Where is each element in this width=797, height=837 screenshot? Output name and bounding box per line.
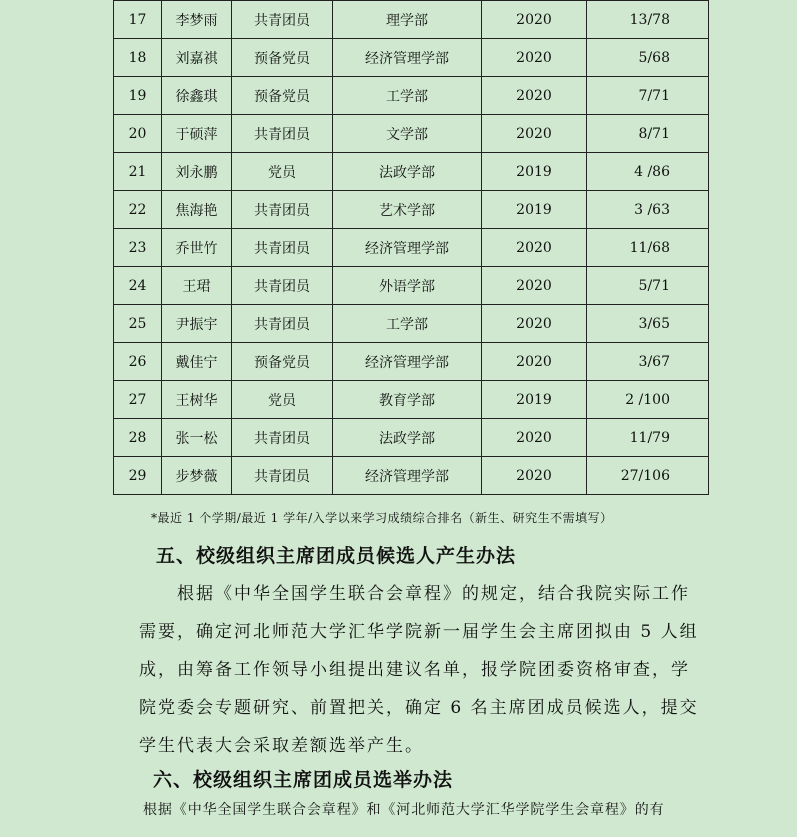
cell-name: 王树华 (162, 381, 232, 419)
cell-rank: 3 /63 (587, 191, 709, 229)
cell-department: 理学部 (333, 1, 482, 39)
section-5-line-5: 学生代表大会采取差额选举产生。 (139, 736, 424, 756)
cell-year: 2020 (482, 305, 587, 343)
cell-name: 刘嘉祺 (162, 39, 232, 77)
cell-rank: 5/68 (587, 39, 709, 77)
cell-political-status: 共青团员 (232, 419, 333, 457)
candidate-table (113, 0, 709, 495)
cell-rank: 11/79 (587, 419, 709, 457)
cell-index: 24 (114, 267, 162, 305)
cell-department: 工学部 (333, 305, 482, 343)
cell-department: 经济管理学部 (333, 229, 482, 267)
cell-index: 19 (114, 77, 162, 115)
table-row (114, 419, 709, 457)
cell-name: 戴佳宁 (162, 343, 232, 381)
cell-year: 2020 (482, 115, 587, 153)
cell-rank: 2 /100 (587, 381, 709, 419)
cell-rank: 3/67 (587, 343, 709, 381)
cell-name: 尹振宇 (162, 305, 232, 343)
cell-year: 2020 (482, 419, 587, 457)
cell-year: 2019 (482, 191, 587, 229)
cell-rank: 11/68 (587, 229, 709, 267)
cell-name: 刘永鹏 (162, 153, 232, 191)
table-row (114, 229, 709, 267)
section-5-heading: 五、校级组织主席团成员候选人产生办法 (156, 545, 517, 567)
cell-political-status: 共青团员 (232, 1, 333, 39)
cell-index: 20 (114, 115, 162, 153)
cell-index: 29 (114, 457, 162, 495)
cell-political-status: 共青团员 (232, 457, 333, 495)
cell-rank: 5/71 (587, 267, 709, 305)
cell-year: 2019 (482, 381, 587, 419)
cell-year: 2020 (482, 457, 587, 495)
cell-political-status: 共青团员 (232, 191, 333, 229)
candidate-table-body (114, 1, 709, 495)
cell-department: 法政学部 (333, 419, 482, 457)
cell-department: 经济管理学部 (333, 39, 482, 77)
cell-index: 22 (114, 191, 162, 229)
cell-department: 经济管理学部 (333, 343, 482, 381)
cell-department: 艺术学部 (333, 191, 482, 229)
table-row (114, 77, 709, 115)
table-row (114, 39, 709, 77)
cell-department: 外语学部 (333, 267, 482, 305)
cell-political-status: 共青团员 (232, 115, 333, 153)
cell-department: 文学部 (333, 115, 482, 153)
cell-year: 2020 (482, 267, 587, 305)
table-row (114, 305, 709, 343)
cell-rank: 8/71 (587, 115, 709, 153)
cell-name: 步梦薇 (162, 457, 232, 495)
cell-rank: 7/71 (587, 77, 709, 115)
cell-political-status: 党员 (232, 153, 333, 191)
cell-year: 2019 (482, 153, 587, 191)
cell-index: 25 (114, 305, 162, 343)
cell-year: 2020 (482, 39, 587, 77)
section-5-line-3: 成，由筹备工作领导小组提出建议名单，报学院团委资格审查，学 (139, 660, 690, 680)
table-row (114, 267, 709, 305)
cell-year: 2020 (482, 1, 587, 39)
table-footnote: *最近 1 个学期/最近 1 学年/入学以来学习成绩综合排名（新生、研究生不需填写） (151, 511, 613, 525)
cell-index: 17 (114, 1, 162, 39)
cell-year: 2020 (482, 343, 587, 381)
section-6-heading: 六、校级组织主席团成员选举办法 (153, 769, 454, 791)
table-row (114, 115, 709, 153)
section-6-line-1: 根据《中华全国学生联合会章程》和《河北师范大学汇华学院学生会章程》的有 (143, 802, 665, 818)
cell-department: 教育学部 (333, 381, 482, 419)
cell-department: 工学部 (333, 77, 482, 115)
table-row (114, 153, 709, 191)
section-5-line-1: 根据《中华全国学生联合会章程》的规定，结合我院实际工作 (177, 584, 690, 604)
section-5-line-2: 需要，确定河北师范大学汇华学院新一届学生会主席团拟由 5 人组 (139, 622, 699, 642)
cell-department: 经济管理学部 (333, 457, 482, 495)
cell-name: 焦海艳 (162, 191, 232, 229)
cell-name: 徐鑫琪 (162, 77, 232, 115)
cell-political-status: 共青团员 (232, 229, 333, 267)
cell-year: 2020 (482, 77, 587, 115)
cell-rank: 13/78 (587, 1, 709, 39)
cell-index: 23 (114, 229, 162, 267)
cell-index: 18 (114, 39, 162, 77)
cell-year: 2020 (482, 229, 587, 267)
cell-name: 于硕萍 (162, 115, 232, 153)
cell-index: 27 (114, 381, 162, 419)
cell-political-status: 预备党员 (232, 77, 333, 115)
cell-name: 王珺 (162, 267, 232, 305)
table-row (114, 381, 709, 419)
table-row (114, 1, 709, 39)
table-row (114, 457, 709, 495)
cell-name: 李梦雨 (162, 1, 232, 39)
table-row (114, 343, 709, 381)
section-5-line-4: 院党委会专题研究、前置把关，确定 6 名主席团成员候选人，提交 (139, 698, 699, 718)
cell-name: 张一松 (162, 419, 232, 457)
cell-political-status: 共青团员 (232, 305, 333, 343)
cell-political-status: 党员 (232, 381, 333, 419)
cell-department: 法政学部 (333, 153, 482, 191)
cell-political-status: 预备党员 (232, 39, 333, 77)
cell-index: 21 (114, 153, 162, 191)
cell-political-status: 共青团员 (232, 267, 333, 305)
cell-index: 26 (114, 343, 162, 381)
cell-rank: 27/106 (587, 457, 709, 495)
cell-name: 乔世竹 (162, 229, 232, 267)
table-row (114, 191, 709, 229)
cell-index: 28 (114, 419, 162, 457)
cell-political-status: 预备党员 (232, 343, 333, 381)
cell-rank: 3/65 (587, 305, 709, 343)
cell-rank: 4 /86 (587, 153, 709, 191)
